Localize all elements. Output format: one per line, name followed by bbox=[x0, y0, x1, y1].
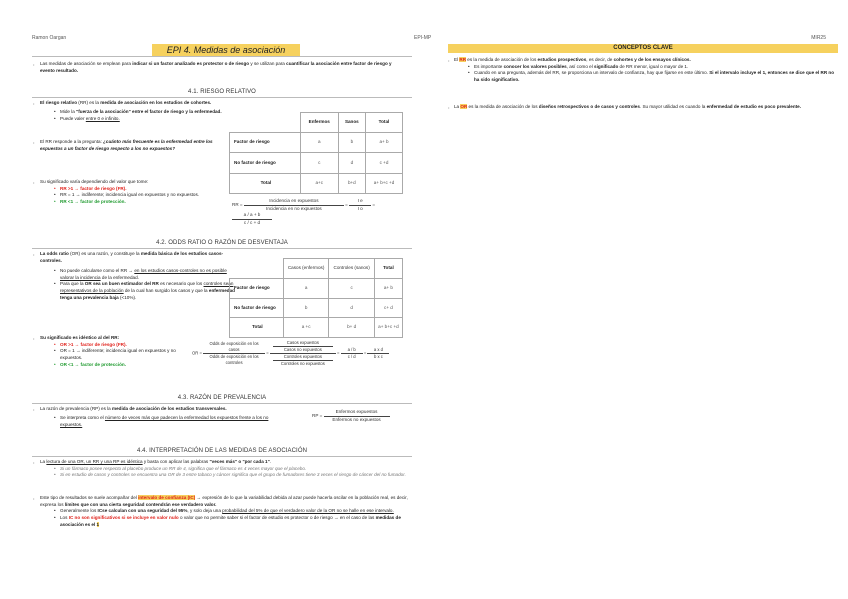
or-bullets bbox=[54, 268, 242, 301]
table-row: Factor de riesgo a c a+ b bbox=[230, 279, 403, 299]
list-item: • Cuando en una pregunta, además del RR, se proporciona un intervalo de confianza, hay que fijarse en este último. Si el intervalo incluye el 1, entonces se dice que el RR no ha sido significativo. bbox=[468, 70, 836, 83]
or-neutral-value: • OR = 1 → indiferente; incidencia igual en expuestos y no expuestos. bbox=[54, 348, 190, 361]
or-meaning: Su significado es idéntico al del RR: • OR >1 → factor de riesgo (FR). • OR = 1 → indiferente; incidencia igual en expuestos y no expuestos. • OR <1 → factor de protección. bbox=[40, 335, 190, 368]
table-row: Total a+c b+d a+ b+c +d bbox=[230, 173, 403, 193]
section-heading-or: 4.2. ODDS RATIO O RAZÓN DE DESVENTAJA bbox=[32, 239, 412, 249]
list-item: • Generalmente los ICse calculan con una seguridad del 95%, y solo deja una probabilidad del 5% de que el verdadero valor de la OR no se halle en ese intervalo. bbox=[54, 508, 410, 515]
rr-risk-value: • RR >1 → factor de riesgo (FR). bbox=[54, 186, 230, 193]
interp-reading: La lectura de una OR, un RR y una RP es idéntica y basta con aplicar las palabras "veces más" o "por cada 1". • Si un fármaco posee respecto al placebo produce un RR de 4, significa que el fármaco es 4 veces mayor que el placebo. • Si en estudio de casos y controles se encuentra una OR de 3 entre tabaco y cáncer significa que el grupo de fumadores tiene 3 veces el riesgo de cáncer del no fumador. bbox=[40, 459, 410, 479]
section-heading-interpretation: 4.4. INTERPRETACIÓN DE LAS MEDIDAS DE ASOCIACIÓN bbox=[32, 447, 412, 457]
example-or: • Si en estudio de casos y controles se encuentra una OR de 3 entre tabaco y cáncer significa que el grupo de fumadores tiene 3 veces el riesgo de cáncer del no fumador. bbox=[54, 472, 410, 479]
rr-neutral-value: • RR = 1 → indiferente; incidencia igual en expuestos y no expuestos. bbox=[54, 192, 230, 199]
or-protect-value: • OR <1 → factor de protección. bbox=[54, 362, 190, 369]
header-author: Ramon Oargan bbox=[32, 35, 67, 41]
table-row: Factor de riesgo a b a+ b bbox=[230, 133, 403, 153]
rp-formula: RP = $\frac{\text{Enfermos expuestos}}{\text{Enfermos no expuestos}}$ bbox=[312, 409, 390, 423]
rr-formula: RR = $\frac{\text{Incidencia en expuestos}}{\text{Incidencia en no expuestos}}$ = $\frac{\text{I e}}{\text{I o}}$ = $\frac{a / a + b}{c / c + d}$ bbox=[232, 198, 376, 225]
header-right: MIR25 bbox=[811, 35, 826, 41]
rr-protect-value: • RR <1 → factor de protección. bbox=[54, 199, 230, 206]
table-row: No factor de riesgo c d c +d bbox=[230, 153, 403, 173]
rp-bullets bbox=[54, 415, 274, 428]
right-page: EPI-MP MIR25 CONCEPTOS CLAVE • El RR es la medida de asociación de los estudios prospectivos, es decir, de cohortes y de los ensayos clínicos. • Es importante conocer los valores posibles, así como el significado de RR menor, igual o mayor de 1. • Cuando en una pregunta, además del RR, se proporciona un intervalo de confianza, hay que fijarse en este último. Si el intervalo incluye el 1, entonces se dice que el RR no ha sido significativo. • La OR es la medida de asociación de los diseños retrospectivos o de casos y controles. Su mayor utilidad es cuando la enfermedad de estudio es poco prevalente. bbox=[424, 0, 838, 599]
list-item: • Mide la "fuerza de la asociación" entre el factor de riesgo y la enfermedad. bbox=[54, 109, 232, 116]
section-heading-rr: 4.1. RIESGO RELATIVO bbox=[32, 88, 412, 98]
rr-contingency-table: Enfermos Sanos Total Factor de riesgo a b a+ b No factor de riesgo c d c +d Total a+c b+d a+ b+c +d bbox=[229, 112, 403, 194]
intro-paragraph: Las medidas de asociación se emplean para indicar si un factor analizado es protector o de riesgo y se utilizan para cuantificar la asociación entre factor de riesgo y evento resultado. bbox=[40, 61, 392, 73]
example-rr: • Si un fármaco posee respecto al placebo produce un RR de 4, significa que el fármaco es 4 veces mayor que el placebo. bbox=[54, 466, 410, 473]
rp-definition: La razón de prevalencia (RP) es la medida de asociación de los estudios transversales. bbox=[40, 406, 227, 411]
rr-meaning: Su significado varía dependiendo del valor que tome: • RR >1 → factor de riesgo (FR). • RR = 1 → indiferente; incidencia igual en expuestos y no expuestos. • RR <1 → factor de protección. bbox=[40, 179, 230, 206]
or-contingency-table: Casos (enfermos) Controles (sanos) Total Factor de riesgo a c a+ b No factor de riesgo b d c+ d Total a +c b+ d a+ b+c +d bbox=[229, 258, 403, 338]
list-item: • Puede valer entre 0 e infinito. bbox=[54, 116, 232, 123]
or-formula: OR = $\frac{\text{Odds de exposición en los casos}}{\text{Odds de exposición en los controles}}$ = $\frac{\frac{\text{Casos expuestos}}{\text{Casos no expuestos}}}{\frac{\text{Controles expuestos}}{\text{Controles no expuestos}}}$ = $\frac{a / b}{c / d}$ = $\frac{\text{a x d}}{\text{b x c}}$ bbox=[192, 340, 389, 367]
or-risk-value: • OR >1 → factor de riesgo (FR). bbox=[54, 342, 190, 349]
page-title: EPI 4. Medidas de asociación bbox=[152, 44, 300, 56]
key-concept-or: La OR es la medida de asociación de los diseños retrospectivos o de casos y controles. Su mayor utilidad es cuando la enfermedad de estudio es poco prevalente. bbox=[454, 104, 802, 109]
title-divider bbox=[32, 56, 412, 57]
list-item: • Para que la OR sea un buen estimador del RR es necesario que los controles sean representativos de la población de la cual han surgido los casos y que la enfermedad tenga una prevalencia baja (<10%). bbox=[54, 281, 242, 301]
rr-question: El RR responde a la pregunta: ¿cuánto más frecuente es la enfermedad entre los expuestos a un factor de riesgo respecto a los no expuestos? bbox=[40, 139, 213, 151]
interp-ci: Este tipo de resultados se suele acompañar del intervalo de confianza (IC) → expresión de lo que la variabilidad debida al azar puede hacerla oscilar en la población real, es decir, expresa los límites que con una cierta seguridad contendrán ese verdadero valor. • Generalmente los ICse calculan con una seguridad del 95%, y solo deja una probabilidad del 5% de que el verdadero valor de la OR no se halle en ese intervalo. • Los IC no son significativos si se incluye en valor nulo o valor que no permite saber si el factor de estudio es protector o de riesgo → en el caso de las medidas de asociación es el 1 bbox=[40, 495, 410, 528]
table-row: No factor de riesgo b d c+ d bbox=[230, 298, 403, 318]
rr-definition: El riesgo relativo (RR) es la medida de asociación en los estudios de cohortes. bbox=[40, 100, 212, 105]
left-page: Ramon Oargan EPI 4. Medidas de asociación • Las medidas de asociación se emplean para indicar si un factor analizado es protector o de riesgo y se utilizan para cuantificar la asociación entre factor de riesgo y evento resultado. 4.1. RIESGO RELATIVO • El riesgo relativo (RR) es la medida de asociación en los estudios de cohortes. • Mide la "fuerza de la asociación" entre el factor de riesgo y la enfermedad. • Puede valer entre 0 e infinito. • El RR responde a la pregunta: ¿cuánto más frecuente es la enfermedad entre los expuestos a un factor de riesgo respecto a los no expuestos? • Su significado varía dependiendo del valor que tome: • RR >1 → factor de riesgo (FR). • RR = 1 → indiferente; incidencia igual en expuestos y no expuestos. • RR <1 → factor de protección. Enfermos Sanos Total Factor de riesgo a b a+ b No factor de riesgo c d c +d Total a+c b+d a+ b+c +d RR = $\frac{\text{Incidencia en expuestos}}{\text{Incidencia en no expuestos}}$ = $\frac{\text{I e}}{\text{I o}}$ = $\frac{a / a + b}{c / c + d}$ 4.2. ODDS RATIO O RAZÓN DE DESVENTAJA • La odds ratio (OR) es una razón, y constituye la medida básica de los estudios casos-controles. • No puede calcularse como el RR → en los estudios casos-controles no es posible valorar la incidencia de la enfermedad. • Para que la OR sea un buen estimador del RR es necesario que los controles sean representativos de la población de la cual han surgido los casos y que la enfermedad tenga una prevalencia baja (<10%). • Su significado es idéntico al del RR: • OR >1 → factor de riesgo (FR). • OR = 1 → indiferente; incidencia igual en expuestos y no expuestos. • OR <1 → factor de protección. Casos (enfermos) Controles (sanos) Total Factor de riesgo a c a+ b No factor de riesgo b d c+ d Total a +c b+ d a+ b+c +d OR = $\frac{\text{Odds de exposición en los casos}}{\text{Odds de exposición en los controles}}$ = $\frac{\frac{\text{Casos expuestos}}{\text{Casos no expuestos}}}{\frac{\text{Controles expuestos}}{\text{Controles no expuestos}}}$ = $\frac{a / b}{c / d}$ = $\frac{\text{a x d}}{\text{b x c}}$ 4.3. RAZÓN DE PREVALENCIA • La razón de prevalencia (RP) es la medida de asociación de los estudios transversales. • Se interpreta como el número de veces más que padecen la enfermedad los expuestos frente a los no expuestos. RP = $\frac{\text{Enfermos expuestos}}{\text{Enfermos no expuestos}}$ 4.4. INTERPRETACIÓN DE LAS MEDIDAS DE ASOCIACIÓN • La lectura de una OR, un RR y una RP es idéntica y basta con aplicar las palabras "veces más" o "por cada 1". • Si un fármaco posee respecto al placebo produce un RR de 4, significa que el fármaco es 4 veces mayor que el placebo. • Si en estudio de casos y controles se encuentra una OR de 3 entre tabaco y cáncer significa que el grupo de fumadores tiene 3 veces el riesgo de cáncer del no fumador. • Este tipo de resultados se suele acompañar del intervalo de confianza (IC) → expresión de lo que la variabilidad debida al azar puede hacerla oscilar en la población real, es decir, expresa los límites que con una cierta seguridad contendrán ese verdadero valor. • Generalmente los ICse calculan con una seguridad del 95%, y solo deja una probabilidad del 5% de que el verdadero valor de la OR no se halle en ese intervalo. • Los IC no son significativos si se incluye en valor nulo o valor que no permite saber si el factor de estudio es protector o de riesgo → en el caso de las medidas de asociación es el 1 bbox=[0, 0, 414, 599]
list-item: • Es importante conocer los valores posibles, así como el significado de RR menor, igual o mayor de 1. bbox=[468, 64, 836, 71]
list-item: • Los IC no son significativos si se incluye en valor nulo o valor que no permite saber si el factor de estudio es protector o de riesgo → en el caso de las medidas de asociación es el 1 bbox=[54, 515, 410, 528]
list-item: • No puede calcularse como el RR → en los estudios casos-controles no es posible valorar la incidencia de la enfermedad. bbox=[54, 268, 242, 281]
list-item: • Se interpreta como el número de veces más que padecen la enfermedad los expuestos frente a los no expuestos. bbox=[54, 415, 274, 428]
header-left: EPI-MP bbox=[414, 35, 432, 41]
section-heading-rp: 4.3. RAZÓN DE PREVALENCIA bbox=[32, 394, 412, 404]
or-definition: La odds ratio (OR) es una razón, y constituye la medida básica de los estudios casos-controles. bbox=[40, 251, 224, 263]
table-row: Total a +c b+ d a+ b+c +d bbox=[230, 318, 403, 338]
key-concept-rr: El RR es la medida de asociación de los estudios prospectivos, es decir, de cohortes y de los ensayos clínicos. • Es importante conocer los valores posibles, así como el significado de RR menor, igual o mayor de 1. • Cuando en una pregunta, además del RR, se proporciona un intervalo de confianza, hay que fijarse en este último. Si el intervalo incluye el 1, entonces se dice que el RR no ha sido significativo. bbox=[454, 57, 836, 84]
key-concepts-title: CONCEPTOS CLAVE bbox=[448, 44, 838, 53]
rr-bullets bbox=[54, 109, 232, 122]
